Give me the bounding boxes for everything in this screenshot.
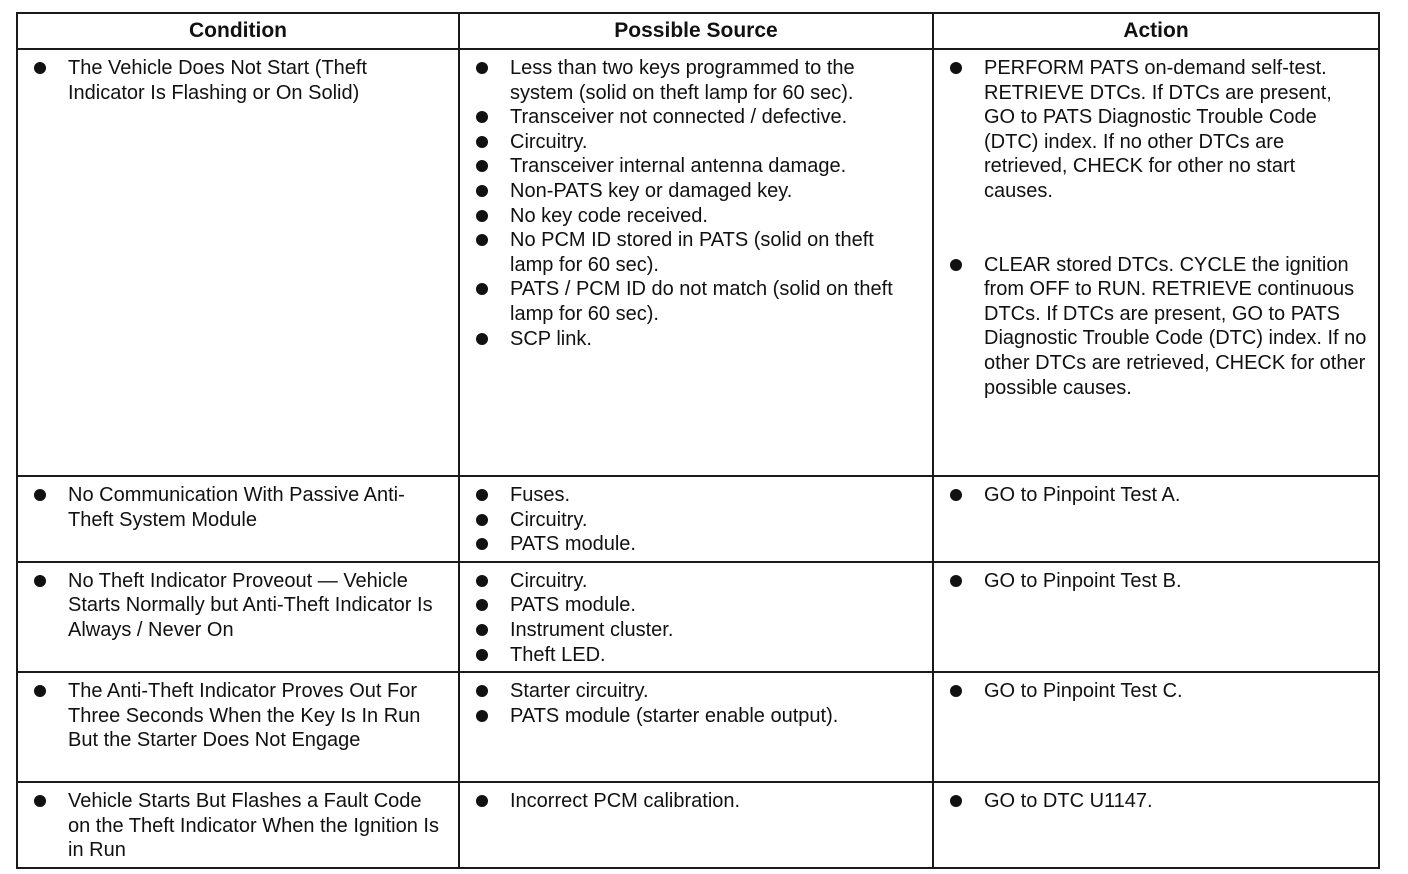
source-item: Instrument cluster.	[468, 618, 922, 643]
condition-cell	[17, 672, 459, 782]
source-item: No key code received.	[468, 204, 922, 229]
condition-cell	[17, 562, 459, 672]
header-possible-source: Possible Source	[459, 13, 933, 49]
source-item: Non-PATS key or damaged key.	[468, 179, 922, 204]
condition-item: No Theft Indicator Proveout — Vehicle Starts Normally but Anti-Theft Indicator Is Always / Never On	[26, 569, 448, 643]
source-item: Fuses.	[468, 483, 922, 508]
table-row	[17, 672, 1379, 782]
source-item: Transceiver internal antenna damage.	[468, 154, 922, 179]
action-cell	[933, 49, 1379, 476]
action-item: GO to DTC U1147.	[942, 789, 1368, 814]
source-item: No PCM ID stored in PATS (solid on theft lamp for 60 sec).	[468, 228, 922, 277]
action-item: CLEAR stored DTCs. CYCLE the ignition from OFF to RUN. RETRIEVE continuous DTCs. If DTCs are present, GO to PATS Diagnostic Trouble Code (DTC) index. If no other DTCs are retrieved, CHECK for other possible causes.	[942, 253, 1368, 401]
source-cell	[459, 562, 933, 672]
source-item: SCP link.	[468, 327, 922, 352]
source-cell	[459, 476, 933, 562]
source-item: Circuitry.	[468, 569, 922, 594]
header-action: Action	[933, 13, 1379, 49]
source-item: Less than two keys programmed to the system (solid on theft lamp for 60 sec).	[468, 56, 922, 105]
table-row	[17, 476, 1379, 562]
table-row	[17, 562, 1379, 672]
action-item: GO to Pinpoint Test A.	[942, 483, 1368, 508]
source-item: Incorrect PCM calibration.	[468, 789, 922, 814]
source-cell	[459, 672, 933, 782]
condition-item: The Anti-Theft Indicator Proves Out For Three Seconds When the Key Is In Run But the Starter Does Not Engage	[26, 679, 448, 753]
condition-cell	[17, 476, 459, 562]
source-item: PATS module (starter enable output).	[468, 704, 922, 729]
condition-item: The Vehicle Does Not Start (Theft Indicator Is Flashing or On Solid)	[26, 56, 448, 105]
source-item: PATS / PCM ID do not match (solid on theft lamp for 60 sec).	[468, 277, 922, 326]
header-row	[17, 13, 1379, 49]
header-condition: Condition	[17, 13, 459, 49]
source-cell	[459, 49, 933, 476]
source-cell	[459, 782, 933, 868]
condition-item: No Communication With Passive Anti-Theft System Module	[26, 483, 448, 532]
condition-cell	[17, 49, 459, 476]
action-item: PERFORM PATS on-demand self-test. RETRIEVE DTCs. If DTCs are present, GO to PATS Diagnostic Trouble Code (DTC) index. If no other DTCs are retrieved, CHECK for other no start causes.	[942, 56, 1368, 204]
action-cell	[933, 562, 1379, 672]
source-item: Transceiver not connected / defective.	[468, 105, 922, 130]
condition-item: Vehicle Starts But Flashes a Fault Code on the Theft Indicator When the Ignition Is in Run	[26, 789, 448, 863]
action-cell	[933, 782, 1379, 868]
source-item: Circuitry.	[468, 130, 922, 155]
source-item: Circuitry.	[468, 508, 922, 533]
source-item: PATS module.	[468, 593, 922, 618]
table-row	[17, 782, 1379, 868]
source-item: PATS module.	[468, 532, 922, 557]
action-item: GO to Pinpoint Test C.	[942, 679, 1368, 704]
action-cell	[933, 672, 1379, 782]
symptom-chart-table	[16, 12, 1380, 869]
source-item: Starter circuitry.	[468, 679, 922, 704]
source-item: Theft LED.	[468, 643, 922, 668]
action-item: GO to Pinpoint Test B.	[942, 569, 1368, 594]
condition-cell	[17, 782, 459, 868]
table-row	[17, 49, 1379, 476]
action-cell	[933, 476, 1379, 562]
